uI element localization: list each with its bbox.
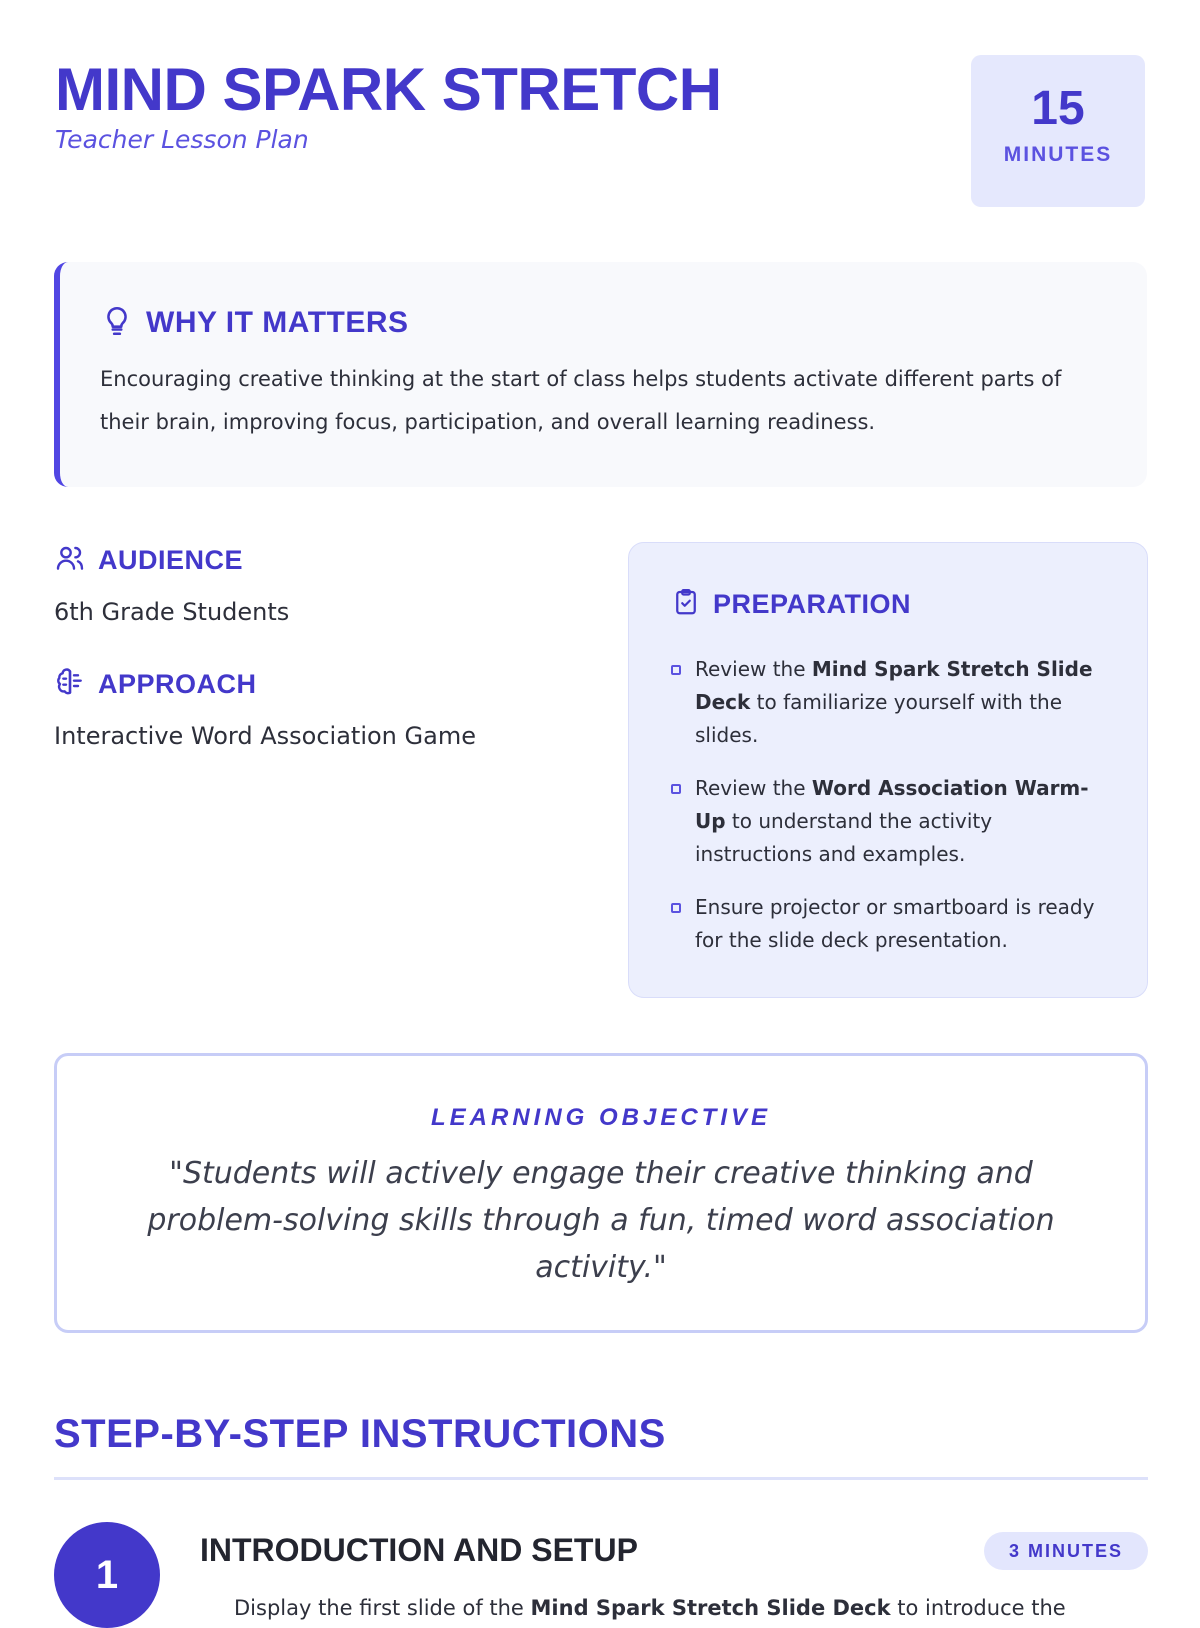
list-item: Review the Word Association Warm-Up to understand the activity instructions and examples. [671,772,1107,871]
square-bullet-icon [671,665,681,675]
learning-objective-box [54,1053,1148,1333]
lightbulb-icon [100,302,134,344]
approach-heading: APPROACH [98,668,257,699]
preparation-heading: PREPARATION [713,588,912,619]
step-number: 1 [54,1522,160,1628]
list-item: Ensure projector or smartboard is ready for the slide deck presentation. [671,891,1107,957]
objective-label: LEARNING OBJECTIVE [430,1104,772,1131]
header [55,55,1145,205]
step-description: Display the first slide of the Mind Spark Stretch Slide Deck to introduce the [234,1596,1066,1620]
approach-block [54,666,594,750]
step-duration-badge: 3 MINUTES [984,1532,1148,1570]
step-title: INTRODUCTION AND SETUP [200,1532,638,1568]
list-item: Review the Mind Spark Stretch Slide Deck to familiarize yourself with the slides. [671,653,1107,752]
why-body: Encouraging creative thinking at the start of class helps students activate different parts of their brain, improving focus, participation, and overall learning readiness. [100,367,1062,434]
audience-heading: AUDIENCE [98,544,244,575]
divider [54,1477,1148,1480]
square-bullet-icon [671,784,681,794]
preparation-list [671,653,1107,957]
preparation-panel [628,542,1148,998]
why-heading: WHY IT MATTERS [146,306,409,339]
lesson-meta [54,542,594,790]
page-subtitle: Teacher Lesson Plan [55,125,309,154]
step-item [54,1522,1148,1620]
square-bullet-icon [671,903,681,913]
page-title: MIND SPARK STRETCH [55,56,722,123]
objective-text: "Students will actively engage their creative thinking and problem-solving skills through a fun, timed word association activity." [147,1156,1055,1285]
audience-block [54,542,594,626]
users-icon [54,542,86,578]
steps-heading: STEP-BY-STEP INSTRUCTIONS [54,1412,666,1456]
duration-badge [971,55,1145,207]
brain-icon [54,666,86,702]
audience-value: 6th Grade Students [54,598,290,626]
approach-value: Interactive Word Association Game [54,722,476,750]
duration-value: 15 [1031,82,1085,135]
clipboard-check-icon [671,585,701,623]
why-it-matters-panel [54,262,1147,487]
duration-unit: MINUTES [1003,143,1113,166]
